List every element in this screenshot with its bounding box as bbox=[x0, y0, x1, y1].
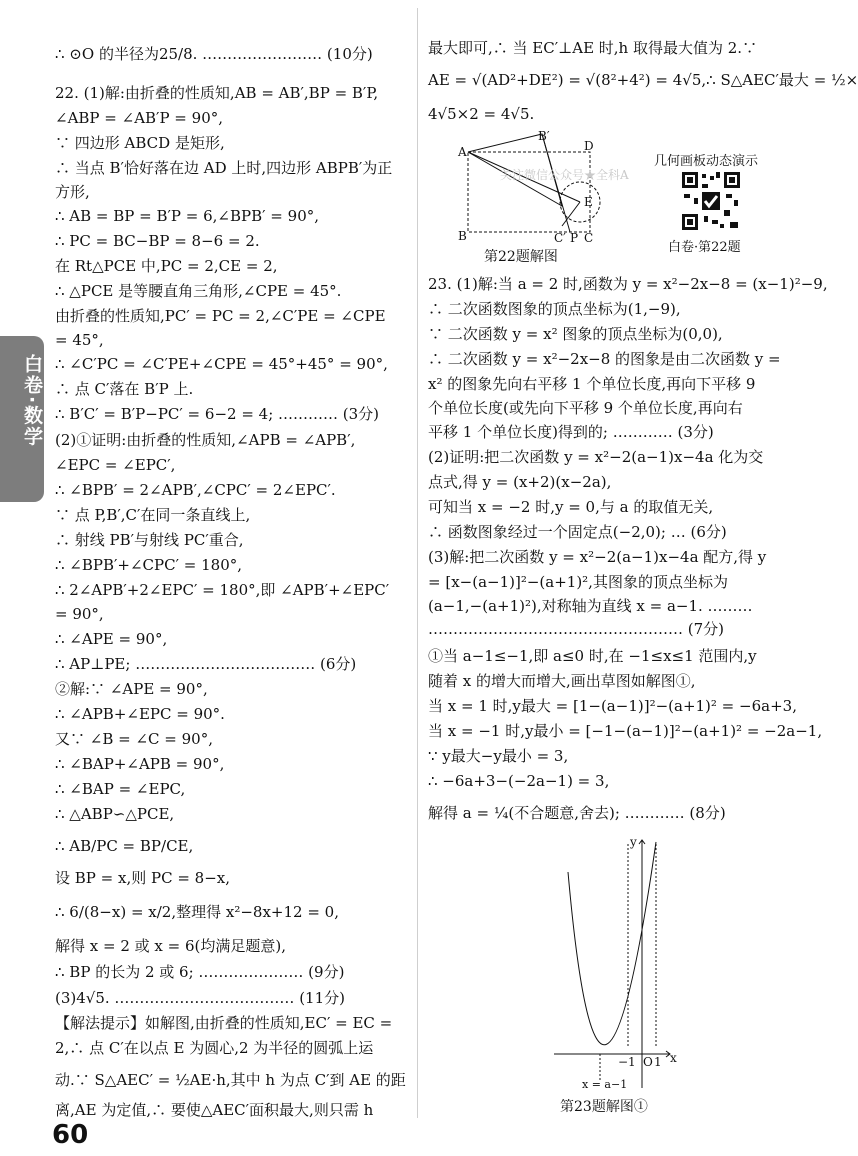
text-line: ∴ 点 C′落在 B′P 上. bbox=[55, 380, 194, 398]
text-line: ∴ B′C′ = B′P−PC′ = 6−2 = 4; ………… (3分) bbox=[55, 405, 380, 423]
qr-caption: 白卷·第22题 bbox=[668, 240, 741, 255]
parabola-curve bbox=[568, 842, 656, 1045]
text-line: 解得 a = ¼(不合题意,舍去); ………… (8分) bbox=[428, 804, 726, 822]
text-line: ∴ ∠BPB′ = 2∠APB′,∠CPC′ = 2∠EPC′. bbox=[55, 481, 336, 499]
text-line: ∴ 二次函数图象的顶点坐标为(1,−9), bbox=[428, 300, 681, 318]
text-line: ∴ ∠APE = 90°, bbox=[55, 630, 168, 648]
text-line: 方形, bbox=[55, 183, 90, 201]
sidebar-label: 白卷·数学 bbox=[21, 354, 43, 448]
text-line: ∴ BP 的长为 2 或 6; ………………… (9分) bbox=[55, 963, 345, 981]
subject-sidebar-tab bbox=[0, 336, 44, 502]
line-bp-p bbox=[542, 134, 570, 232]
figure-22-diagram bbox=[458, 130, 598, 246]
text-line: ①当 a−1≤−1,即 a≤0 时,在 −1≤x≤1 范围内,y bbox=[428, 647, 757, 665]
text-line: 动.∵ S△AEC′ = ½AE·h,其中 h 为点 C′到 AE 的距 bbox=[55, 1071, 406, 1089]
text-line: ∠EPC = ∠EPC′, bbox=[55, 456, 176, 474]
text-line: ∴ AB = BP = B′P = 6,∠BPB′ = 90°, bbox=[55, 207, 320, 225]
text-line: ∴ ∠APB+∠EPC = 90°. bbox=[55, 705, 225, 723]
label-y: y bbox=[630, 835, 637, 849]
text-line: 2,∴ 点 C′在以点 E 为圆心,2 为半径的圆弧上运 bbox=[55, 1039, 374, 1057]
text-line: 可知当 x = −2 时,y = 0,与 a 的取值无关, bbox=[428, 498, 714, 516]
text-line: ∴ 当点 B′恰好落在边 AD 上时,四边形 ABPB′为正 bbox=[55, 159, 393, 177]
text-line: = [x−(a−1)]²−(a+1)²,其图象的顶点坐标为 bbox=[428, 573, 728, 591]
text-line: = 45°, bbox=[55, 331, 104, 349]
watermark: 关注微信公众号★全科A bbox=[500, 168, 629, 182]
text-line: ∴ ∠BAP = ∠EPC, bbox=[55, 780, 186, 798]
text-line: ∴ −6a+3−(−2a−1) = 3, bbox=[428, 772, 610, 790]
text-line: ∴ △PCE 是等腰直角三角形,∠CPE = 45°. bbox=[55, 282, 342, 300]
label-axis: x = a−1 bbox=[582, 1078, 628, 1091]
label-p: P bbox=[570, 231, 579, 245]
text-line: ∴ 2∠APB′+2∠EPC′ = 180°,即 ∠APB′+∠EPC′ bbox=[55, 581, 390, 599]
text-line: ∴ ∠BPB′+∠CPC′ = 180°, bbox=[55, 556, 243, 574]
text-line: = 90°, bbox=[55, 605, 104, 623]
text-line: 当 x = 1 时,y最大 = [1−(a−1)]²−(a+1)² = −6a+3, bbox=[428, 697, 797, 715]
label-one: 1 bbox=[654, 1055, 662, 1069]
text-line: ∴ △ABP∽△PCE, bbox=[55, 805, 175, 823]
text-line: 个单位长度(或先向下平移 9 个单位长度,再向右 bbox=[428, 399, 743, 417]
label-c: C bbox=[584, 231, 594, 245]
text-line: ∴ PC = BC−BP = 8−6 = 2. bbox=[55, 232, 260, 250]
text-line: ∠ABP = ∠AB′P = 90°, bbox=[55, 109, 224, 127]
label-b-prime: B′ bbox=[538, 129, 550, 143]
qr-code-icon bbox=[680, 170, 742, 232]
text-line: 23. (1)解:当 a = 2 时,函数为 y = x²−2x−8 = (x−1)²−9, bbox=[428, 275, 828, 293]
rectangle-abcd bbox=[468, 152, 590, 232]
text-line: (3)4√5. ……………………………… (11分) bbox=[55, 989, 345, 1007]
text-line: 当 x = −1 时,y最小 = [−1−(a−1)]²−(a+1)² = −2a−1, bbox=[428, 722, 823, 740]
qr-title: 几何画板动态演示 bbox=[654, 154, 759, 169]
text-line: ∴ AP⊥PE; ……………………………… (6分) bbox=[55, 655, 357, 673]
text-line: ∴ AB/PC = BP/CE, bbox=[55, 837, 194, 855]
text-line: (3)解:把二次函数 y = x²−2(a−1)x−4a 配方,得 y bbox=[428, 548, 767, 566]
text-line: x² 的图象先向右平移 1 个单位长度,再向下平移 9 bbox=[428, 375, 756, 393]
page-number: 60 bbox=[52, 1120, 89, 1150]
label-x: x bbox=[670, 1051, 677, 1065]
text-line: 由折叠的性质知,PC′ = PC = 2,∠C′PE = ∠CPE bbox=[55, 307, 386, 325]
text-line: 设 BP = x,则 PC = 8−x, bbox=[55, 869, 230, 887]
text-line: (2)证明:把二次函数 y = x²−2(a−1)x−4a 化为交 bbox=[428, 448, 764, 466]
figure-22-caption: 第22题解图 bbox=[484, 249, 558, 265]
text-line: 又∵ ∠B = ∠C = 90°, bbox=[55, 730, 213, 748]
text-line: 4√5×2 = 4√5. bbox=[428, 105, 535, 123]
text-line: ∵ 四边形 ABCD 是矩形, bbox=[55, 134, 225, 152]
label-a: A bbox=[458, 145, 467, 159]
text-line: ∴ ∠C′PC = ∠C′PE+∠CPE = 45°+45° = 90°, bbox=[55, 355, 388, 373]
text-line: 【解法提示】如解图,由折叠的性质知,EC′ = EC = bbox=[55, 1014, 393, 1032]
text-line: (2)①证明:由折叠的性质知,∠APB = ∠APB′, bbox=[55, 431, 356, 449]
text-line: 随着 x 的增大而增大,画出草图如解图①, bbox=[428, 672, 696, 690]
text-line: AE = √(AD²+DE²) = √(8²+4²) = 4√5,∴ S△AEC′最大 = ½× bbox=[428, 71, 858, 89]
text-line: ∴ 射线 PB′与射线 PC′重合, bbox=[55, 531, 244, 549]
text-line: 点式,得 y = (x+2)(x−2a), bbox=[428, 473, 612, 491]
label-c-prime: C′ bbox=[554, 231, 566, 245]
label-neg1: −1 bbox=[618, 1055, 636, 1069]
text-line: ∴ ⊙O 的半径为25/8. …………………… (10分) bbox=[55, 45, 373, 63]
figure-23-graph bbox=[548, 832, 678, 1092]
text-line: ∴ ∠BAP+∠APB = 90°, bbox=[55, 755, 225, 773]
text-line: ②解:∵ ∠APE = 90°, bbox=[55, 680, 208, 698]
text-line: 22. (1)解:由折叠的性质知,AB = AB′,BP = B′P, bbox=[55, 84, 379, 102]
text-line: ∴ 二次函数 y = x²−2x−8 的图象是由二次函数 y = bbox=[428, 350, 781, 368]
label-b: B bbox=[458, 229, 467, 243]
text-line: 离,AE 为定值,∴ 要使△AEC′面积最大,则只需 h bbox=[55, 1101, 374, 1119]
text-line: ∵ 二次函数 y = x² 图象的顶点坐标为(0,0), bbox=[428, 325, 723, 343]
label-d: D bbox=[584, 139, 594, 153]
text-line: ∴ 6/(8−x) = x/2,整理得 x²−8x+12 = 0, bbox=[55, 903, 339, 921]
text-line: 解得 x = 2 或 x = 6(均满足题意), bbox=[55, 937, 286, 955]
text-line: ∴ 函数图象经过一个固定点(−2,0); … (6分) bbox=[428, 523, 727, 541]
text-line: ∵ 点 P,B′,C′在同一条直线上, bbox=[55, 506, 251, 524]
text-line: …………………………………………… (7分) bbox=[428, 620, 725, 638]
label-origin: O bbox=[643, 1055, 653, 1069]
figure-23-caption: 第23题解图① bbox=[560, 1099, 648, 1115]
text-line: 平移 1 个单位长度)得到的; ………… (3分) bbox=[428, 423, 714, 441]
text-line: ∵ y最大−y最小 = 3, bbox=[428, 747, 569, 765]
text-line: (a−1,−(a+1)²),对称轴为直线 x = a−1. ……… bbox=[428, 597, 753, 615]
text-line: 最大即可,∴ 当 EC′⊥AE 时,h 取得最大值为 2.∵ bbox=[428, 39, 758, 57]
label-e: E bbox=[584, 195, 593, 209]
text-line: 在 Rt△PCE 中,PC = 2,CE = 2, bbox=[55, 257, 278, 275]
column-divider bbox=[417, 8, 418, 1118]
